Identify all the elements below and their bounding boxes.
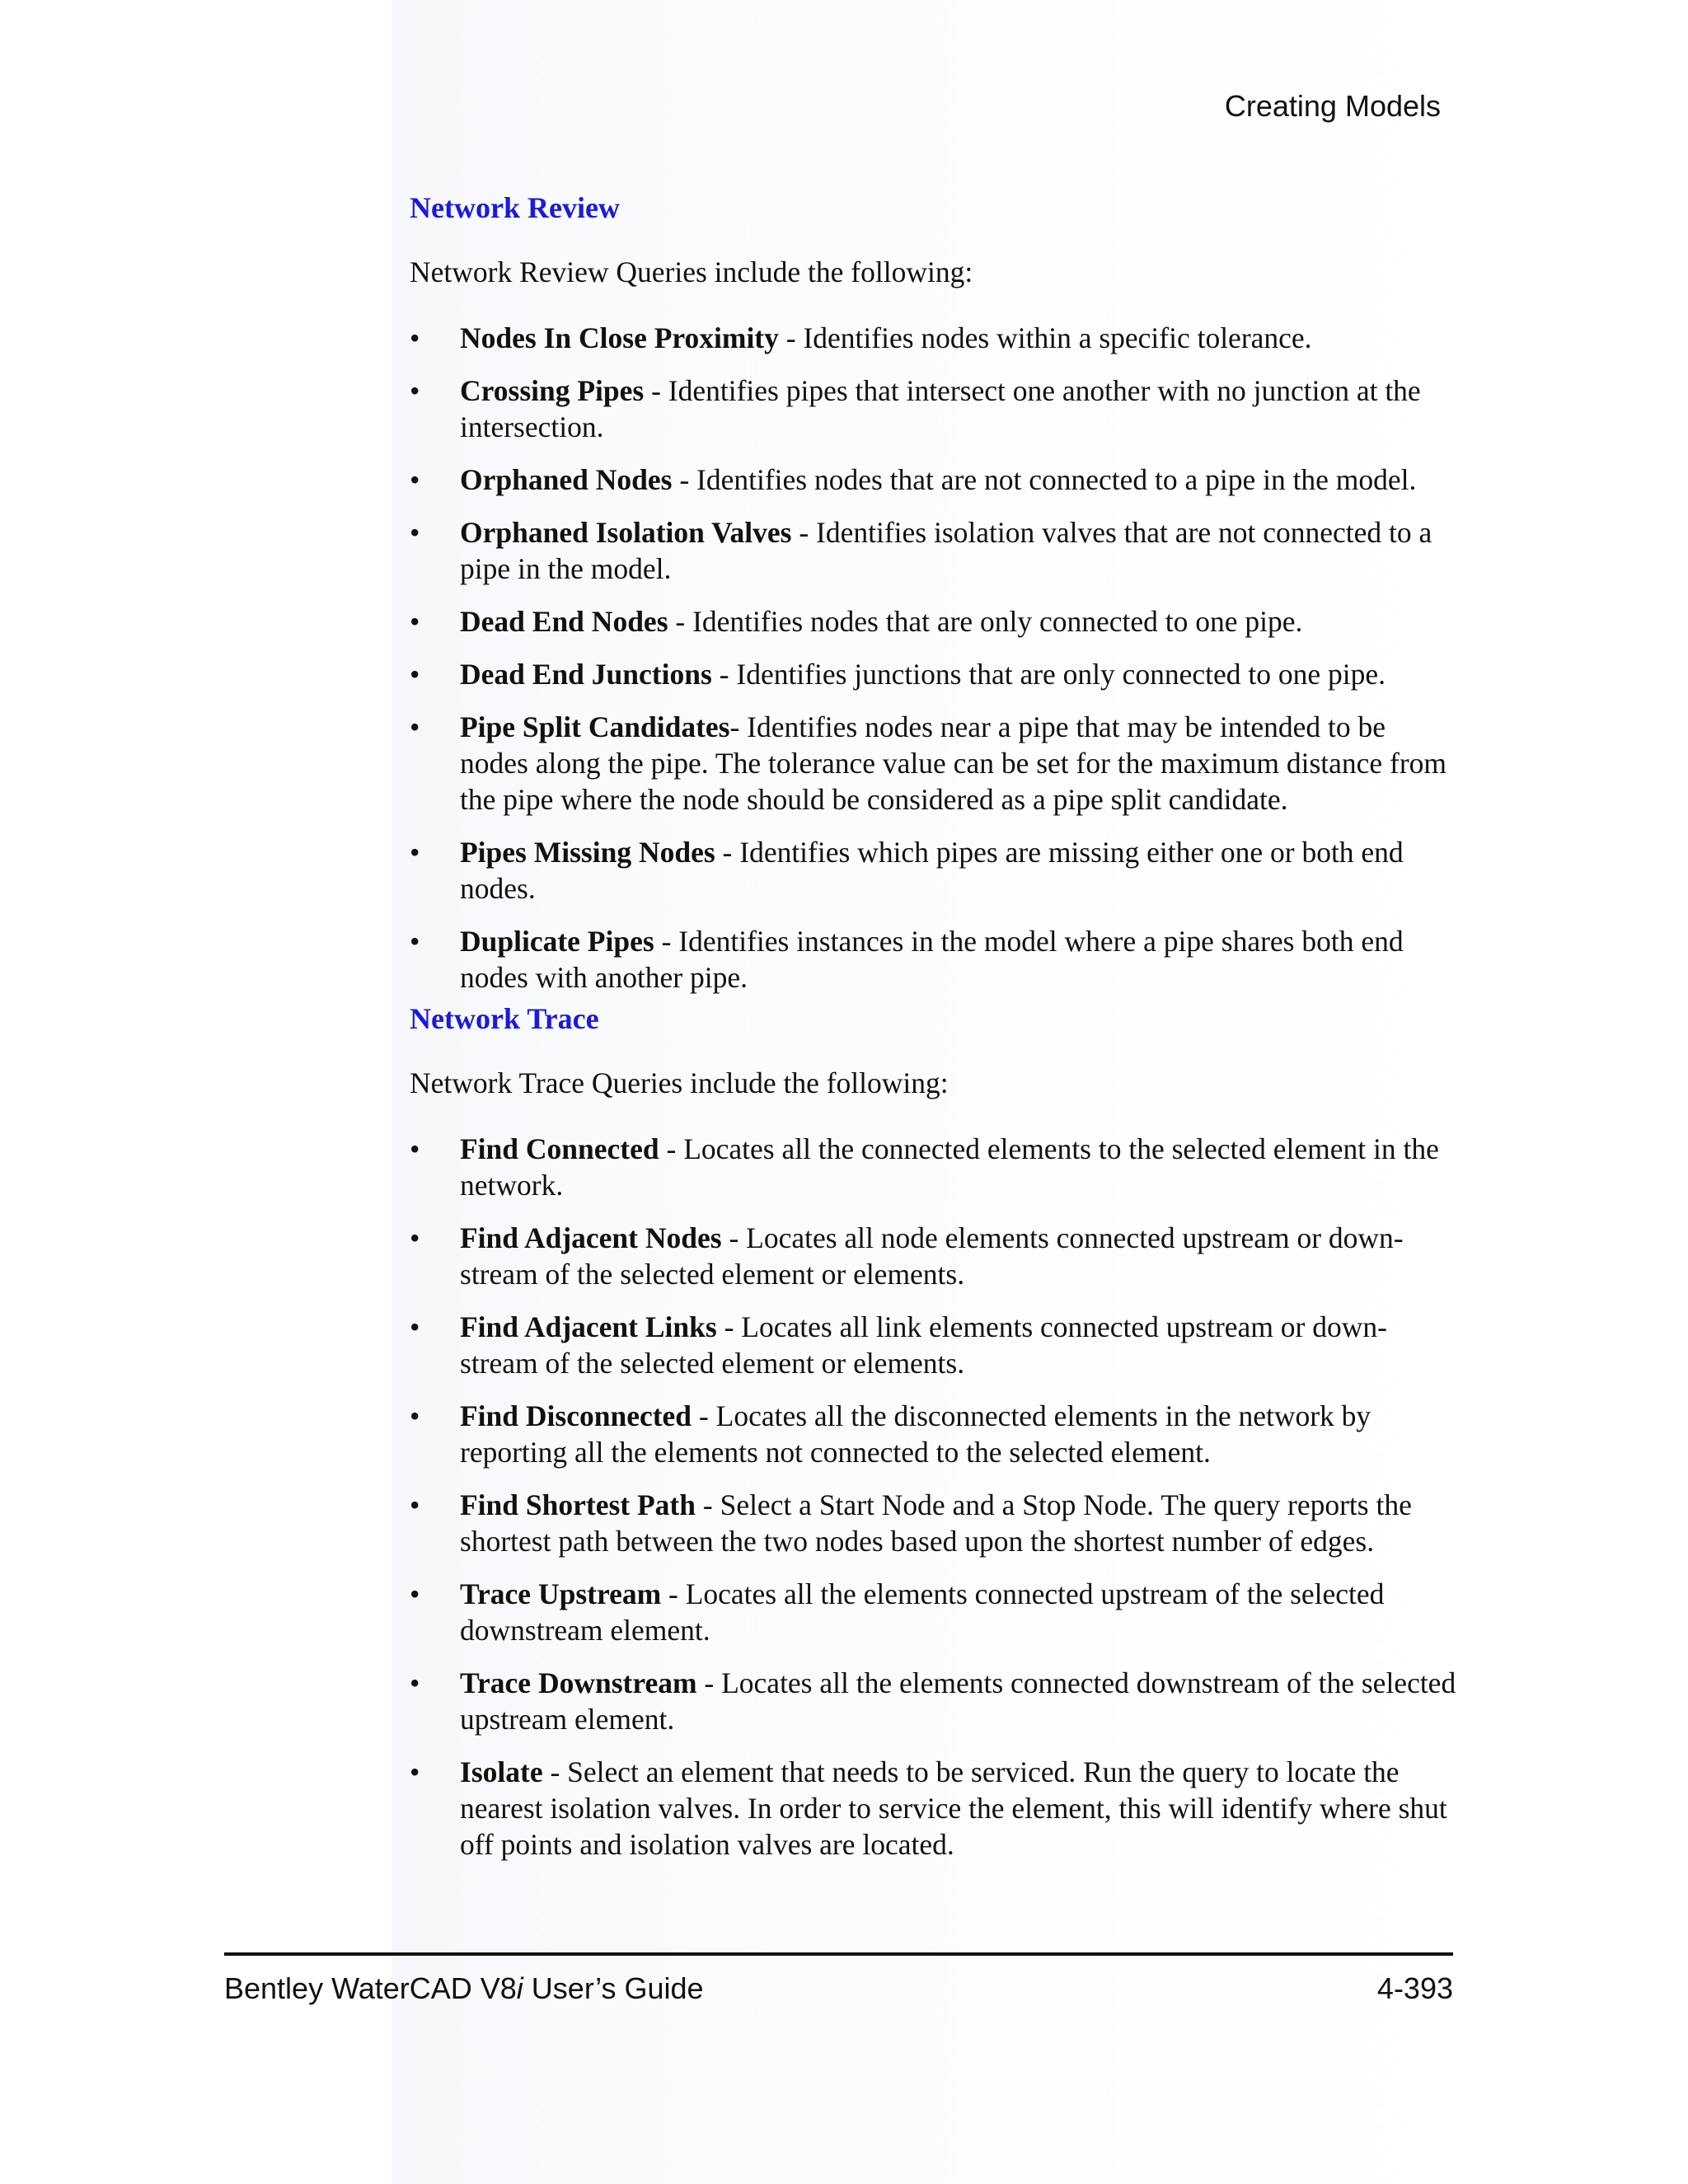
- bullet-icon: •: [410, 463, 420, 496]
- item-description: - Identifies isolation valves that are not connected to a pipe in the model.: [460, 516, 1432, 585]
- list-item: [410, 514, 1461, 587]
- bullet-icon: •: [410, 1755, 420, 1788]
- item-term: Crossing Pipes: [460, 374, 645, 407]
- bullet-icon: •: [410, 605, 420, 638]
- bullet-icon: •: [410, 1666, 420, 1699]
- item-description: - Identifies nodes that are not connected to a pipe in the model.: [672, 463, 1417, 496]
- item-description: - Locates all the elements connected upstream of the selected downstream element.: [460, 1577, 1385, 1647]
- guide-title-suffix: User’s Guide: [523, 1971, 704, 2005]
- item-term: Find Adjacent Links: [460, 1310, 717, 1343]
- bullet-icon: •: [410, 836, 420, 869]
- item-term: Pipes Missing Nodes: [460, 836, 715, 869]
- page-number: 4-393: [1376, 1971, 1453, 2005]
- list-item: [410, 1487, 1461, 1559]
- item-description: - Locates all the connected elements to the selected element in the network.: [460, 1132, 1439, 1202]
- item-term: Dead End Junctions: [460, 658, 712, 691]
- section-heading-network-review: Network Review: [410, 191, 620, 224]
- item-description: - Identifies nodes within a specific tolerance.: [778, 321, 1312, 354]
- bullet-icon: •: [410, 1577, 420, 1610]
- list-item: [410, 373, 1461, 445]
- item-description: - Select a Start Node and a Stop Node. The query reports the shortest path between the two nodes based upon the shortest number of edges.: [460, 1488, 1412, 1558]
- list-item: [410, 1220, 1461, 1292]
- section-intro: Network Review Queries include the following:: [410, 255, 973, 288]
- list-item: [410, 320, 1461, 356]
- bullet-icon: •: [410, 710, 420, 743]
- guide-title-prefix: Bentley WaterCAD V8: [224, 1971, 517, 2005]
- bullet-icon: •: [410, 1132, 420, 1165]
- bullet-icon: •: [410, 658, 420, 691]
- item-term: Find Adjacent Nodes: [460, 1221, 722, 1254]
- list-item: [410, 1576, 1461, 1648]
- bullet-icon: •: [410, 374, 420, 407]
- bullet-icon: •: [410, 1221, 420, 1254]
- guide-title-italic: i: [516, 1971, 523, 2005]
- item-description: - Select an element that needs to be serviced. Run the query to locate the nearest isolation valves. In order to service the element, this will identify where shut off points and isolation valves are located.: [460, 1755, 1447, 1861]
- item-term: Isolate: [460, 1755, 543, 1788]
- item-description: - Locates all the disconnected elements in the network by reporting all the elements not connected to the selected element.: [460, 1399, 1372, 1469]
- item-description: - Locates all link elements connected upstream or down-stream of the selected element or elements.: [460, 1310, 1387, 1380]
- item-term: Find Connected: [460, 1132, 659, 1165]
- item-term: Trace Downstream: [460, 1666, 697, 1699]
- list-item: [410, 462, 1461, 498]
- item-description: - Identifies nodes near a pipe that may be intended to be nodes along the pipe. The tolerance value can be set for the maximum distance from the pipe where the node should be considered as a pipe split candidate.: [460, 710, 1447, 816]
- item-term: Dead End Nodes: [460, 605, 668, 638]
- list-item: [410, 709, 1461, 818]
- footer-guide-title: [224, 1971, 704, 2006]
- query-list-network-review: [410, 320, 1461, 996]
- item-term: Trace Upstream: [460, 1577, 662, 1610]
- item-term: Duplicate Pipes: [460, 925, 654, 958]
- list-item: [410, 1754, 1461, 1863]
- item-term: Pipe Split Candidates: [460, 710, 730, 743]
- item-description: - Identifies junctions that are only connected to one pipe.: [711, 658, 1386, 691]
- item-term: Orphaned Isolation Valves: [460, 516, 792, 549]
- list-item: [410, 1131, 1461, 1203]
- bullet-icon: •: [410, 1488, 420, 1521]
- item-term: Nodes In Close Proximity: [460, 321, 779, 354]
- item-description: - Identifies nodes that are only connected to one pipe.: [668, 605, 1303, 638]
- section-heading-network-trace: Network Trace: [410, 1002, 599, 1035]
- item-term: Find Shortest Path: [460, 1488, 696, 1521]
- bullet-icon: •: [410, 1399, 420, 1432]
- item-description: - Identifies which pipes are missing either one or both end nodes.: [460, 836, 1404, 905]
- list-item: [410, 834, 1461, 907]
- item-description: - Identifies instances in the model where a pipe shares both end nodes with another pipe.: [460, 925, 1404, 994]
- page-body: [410, 188, 1461, 1879]
- list-item: [410, 923, 1461, 996]
- list-item: [410, 1309, 1461, 1381]
- item-term: Orphaned Nodes: [460, 463, 673, 496]
- bullet-icon: •: [410, 925, 420, 958]
- bullet-icon: •: [410, 1310, 420, 1343]
- list-item: [410, 603, 1461, 640]
- item-description: - Locates all the elements connected downstream of the selected upstream element.: [460, 1666, 1456, 1736]
- item-description: - Identifies pipes that intersect one another with no junction at the intersection.: [460, 374, 1421, 443]
- query-list-network-trace: [410, 1131, 1461, 1863]
- bullet-icon: •: [410, 321, 420, 354]
- footer-divider: [224, 1952, 1453, 1956]
- section-intro: Network Trace Queries include the following:: [410, 1066, 949, 1099]
- list-item: [410, 1665, 1461, 1737]
- list-item: [410, 1398, 1461, 1470]
- item-term: Find Disconnected: [460, 1399, 692, 1432]
- item-description: - Locates all node elements connected upstream or down-stream of the selected element or elements.: [460, 1221, 1404, 1291]
- running-header: Creating Models: [1224, 89, 1441, 123]
- list-item: [410, 656, 1461, 692]
- bullet-icon: •: [410, 516, 420, 549]
